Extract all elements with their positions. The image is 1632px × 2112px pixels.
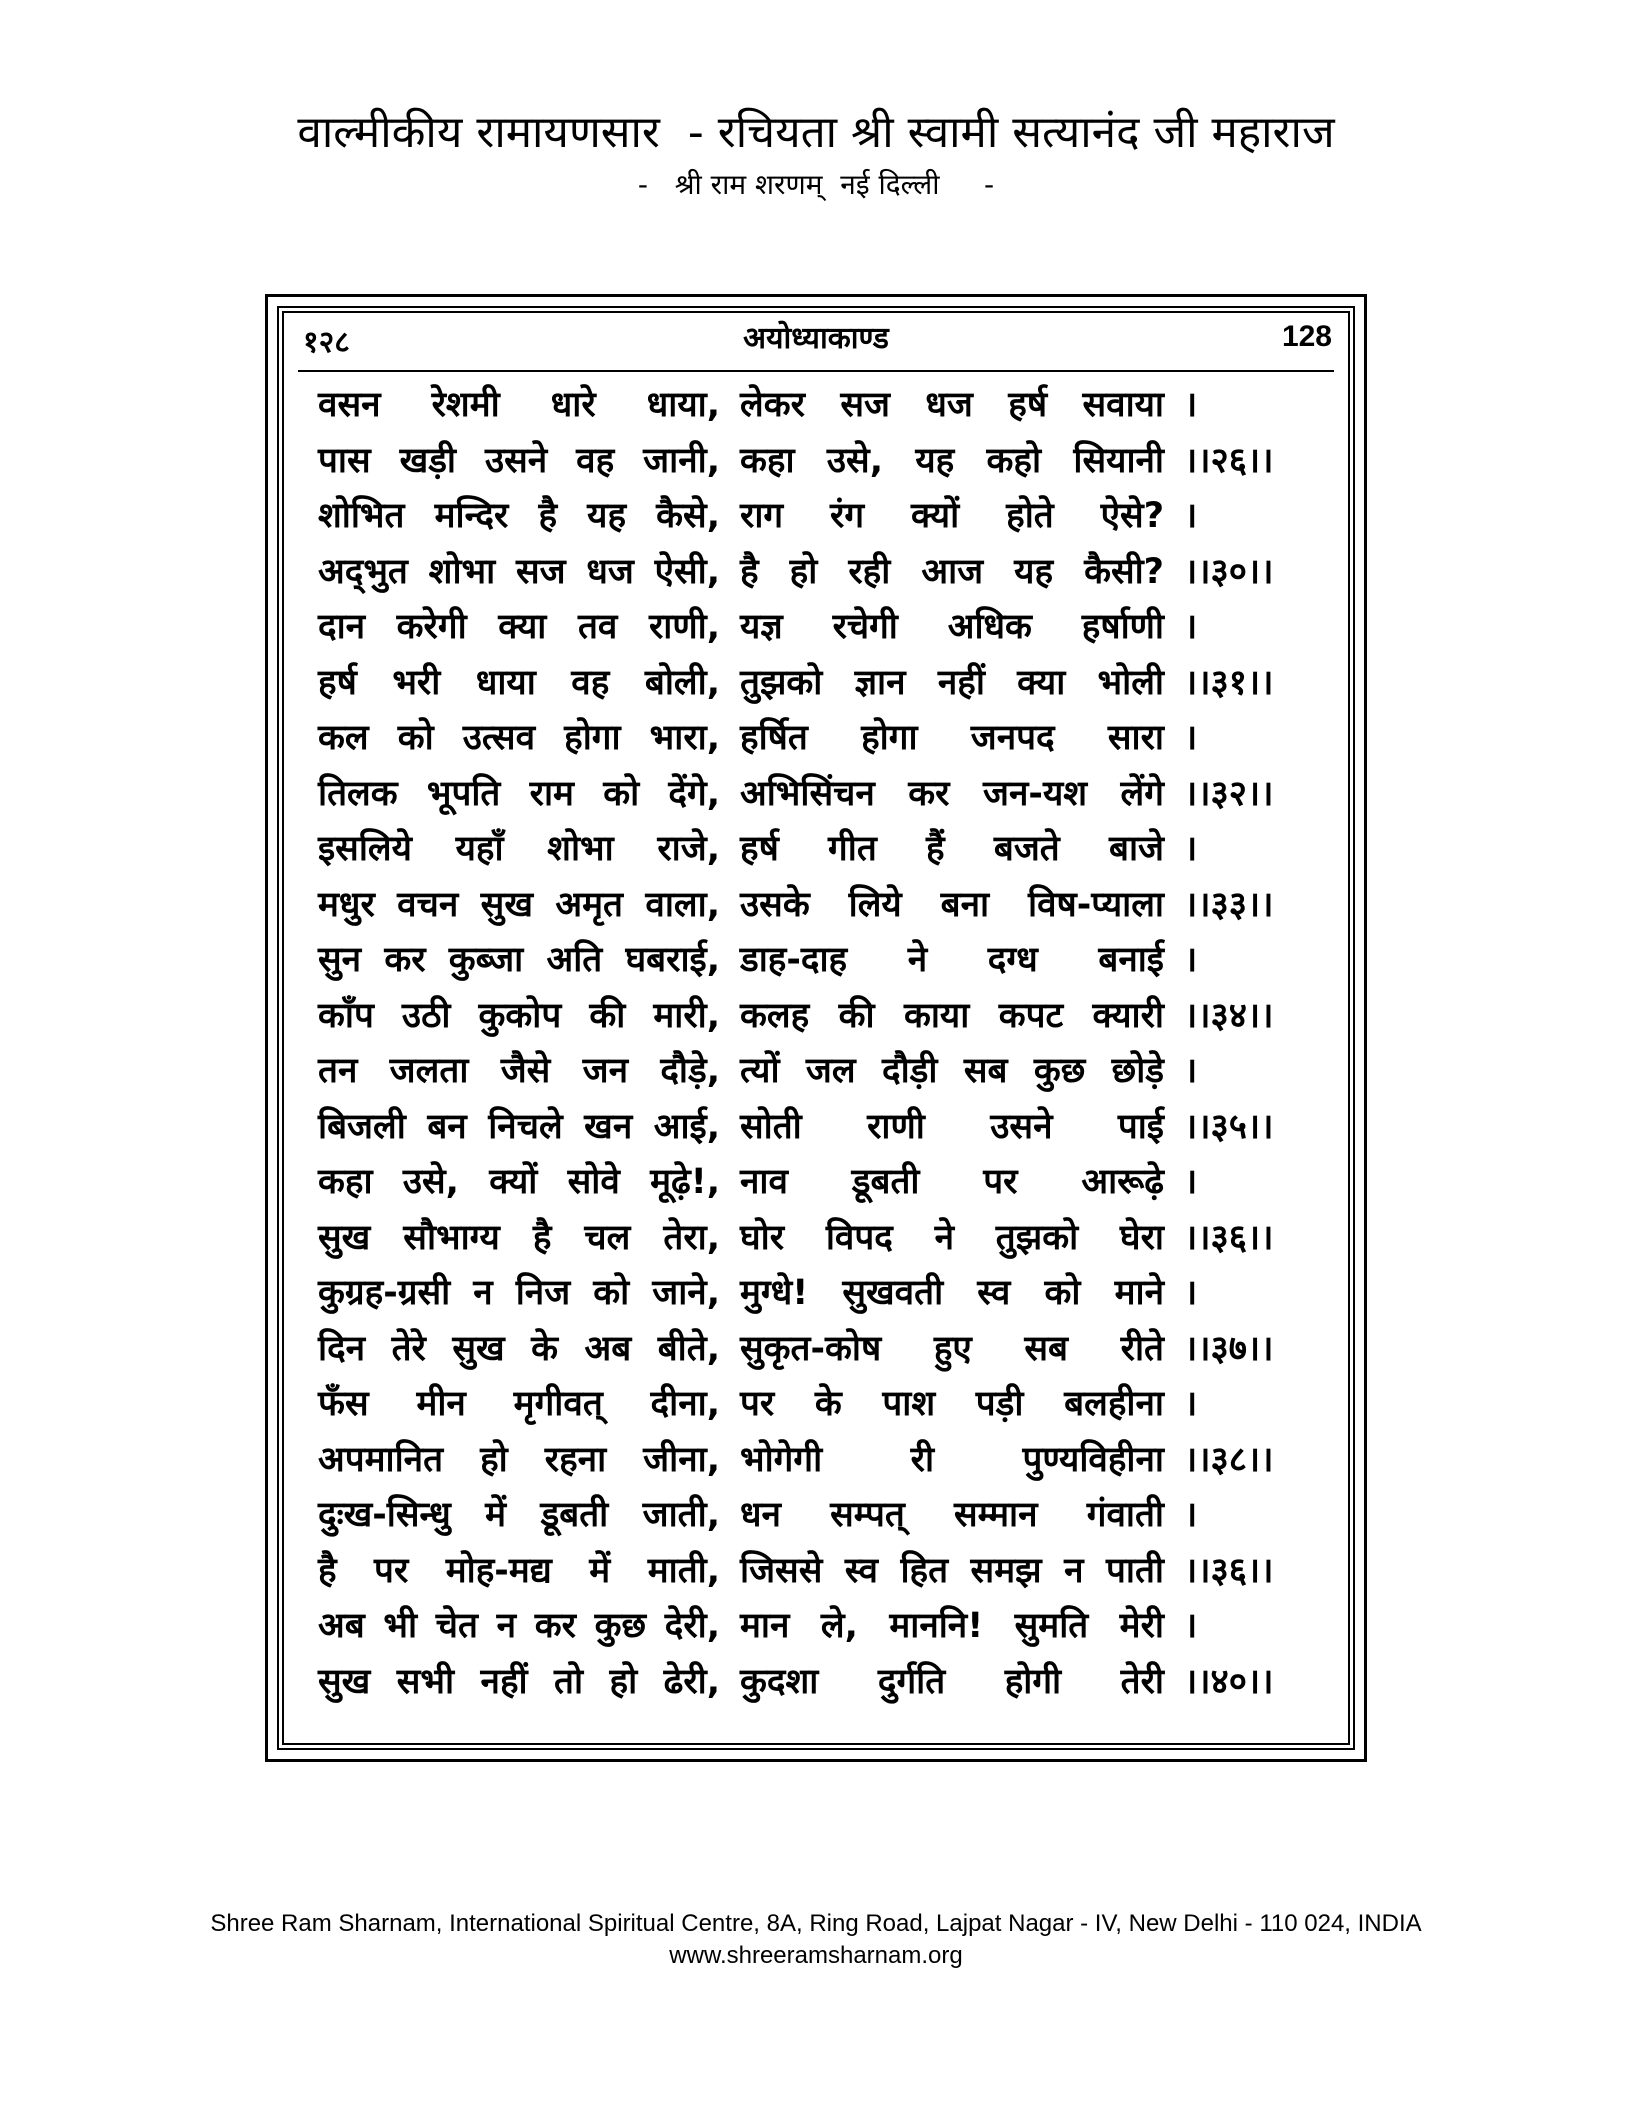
verse-second-half: है हो रही आज यह कैसी? [740, 551, 1164, 592]
verse-second-half: डाह-दाह ने दग्ध बनाई [740, 940, 1164, 980]
verse-first-half: दान करेगी क्या तव राणी, [318, 607, 720, 647]
verse-second-half: कहा उसे, यह कहो सियानी [740, 440, 1164, 481]
verse-second-half: मान ले, माननि! सुमति मेरी [740, 1606, 1164, 1646]
verse-first-half: सुन कर कुब्जा अति घबराई, [318, 940, 720, 980]
verse-first-half: तिलक भूपति राम को देंगे, [318, 773, 720, 814]
verse-row [318, 1100, 1318, 1156]
verse-first-half: अद्‌भुत शोभा सज धज ऐसी, [318, 551, 720, 592]
verse-number: । [1184, 718, 1198, 758]
verse-number: । [1184, 385, 1198, 425]
verse-first-half: मधुर वचन सुख अमृत वाला, [318, 884, 720, 925]
verse-row [318, 489, 1318, 545]
verse-second-half: त्यों जल दौड़ी सब कुछ छोड़े [740, 1051, 1164, 1091]
verse-second-half: कुदशा दुर्गति होगी तेरी [740, 1661, 1164, 1702]
verse-number: ।।३४।। [1184, 995, 1274, 1036]
verse-first-half: दुःख-सिन्धु में डूबती जाती, [318, 1495, 720, 1535]
verse-row [318, 1322, 1318, 1378]
verse-row [318, 989, 1318, 1045]
verse-second-half: हर्षित होगा जनपद सारा [740, 718, 1164, 758]
verse-row [318, 656, 1318, 712]
verse-first-half: शोभित मन्दिर है यह कैसे, [318, 496, 720, 536]
verse-row [318, 1155, 1318, 1211]
verse-first-half: बिजली बन निचले खन आई, [318, 1106, 720, 1147]
verse-number: ।।३२।। [1184, 773, 1274, 814]
verse-row [318, 1211, 1318, 1267]
verse-second-half: तुझको ज्ञान नहीं क्या भोली [740, 662, 1164, 703]
verse-number: । [1184, 1162, 1198, 1202]
verse-number: ।।३८।। [1184, 1439, 1274, 1480]
verse-row [318, 545, 1318, 601]
verse-first-half: हर्ष भरी धाया वह बोली, [318, 662, 720, 703]
verse-row [318, 1488, 1318, 1544]
verse-number: ।।३५।। [1184, 1106, 1274, 1147]
verse-first-half: काँप उठी कुकोप की मारी, [318, 995, 720, 1036]
verse-second-half: कलह की काया कपट क्यारी [740, 995, 1164, 1036]
verse-first-half: अपमानित हो रहना जीना, [318, 1439, 720, 1480]
verse-row [318, 1599, 1318, 1655]
verse-first-half: तन जलता जैसे जन दौड़े, [318, 1051, 720, 1091]
verse-row [318, 378, 1318, 434]
verse-second-half: धन सम्पत् सम्मान गंवाती [740, 1495, 1164, 1535]
verse-number: । [1184, 940, 1198, 980]
footer-website[interactable]: www.shreeramsharnam.org [669, 1942, 963, 1969]
verse-first-half: कुग्रह-ग्रसी न निज को जाने, [318, 1273, 720, 1313]
verse-second-half: भोगेगी री पुण्यविहीना [740, 1439, 1164, 1480]
verse-first-half: है पर मोह-मद्य में माती, [318, 1550, 720, 1591]
footer-address: Shree Ram Sharnam, International Spiritual Centre, 8A, Ring Road, Lajpat Nagar - IV, New Delhi - 110 024, INDIA [210, 1910, 1422, 1937]
header-divider [298, 370, 1334, 372]
verse-second-half: यज्ञ रचेगी अधिक हर्षाणी [740, 607, 1164, 647]
verse-second-half: राग रंग क्यों होते ऐसे? [740, 496, 1164, 536]
verse-row [318, 600, 1318, 656]
verse-row [318, 1544, 1318, 1600]
verse-number: ।।३३।। [1184, 884, 1274, 925]
verse-number: ।।३०।। [1184, 551, 1274, 592]
verse-number: ।।३१।। [1184, 662, 1274, 703]
verse-second-half: सोती राणी उसने पाई [740, 1106, 1164, 1147]
verse-number: । [1184, 829, 1198, 869]
verse-row [318, 434, 1318, 490]
verse-number: । [1184, 1606, 1198, 1646]
verse-first-half: कल को उत्सव होगा भारा, [318, 718, 720, 758]
verse-row [318, 1044, 1318, 1100]
verse-row [318, 1377, 1318, 1433]
verse-number: ।।२६।। [1184, 440, 1274, 481]
verse-second-half: सुकृत-कोष हुए सब रीते [740, 1328, 1164, 1369]
verse-number: । [1184, 1051, 1198, 1091]
verse-first-half: पास खड़ी उसने वह जानी, [318, 440, 720, 481]
page-number-devanagari: १२८ [303, 325, 350, 360]
verse-row [318, 822, 1318, 878]
verse-first-half: इसलिये यहाँ शोभा राजे, [318, 829, 720, 869]
verse-second-half: हर्ष गीत हैं बजते बाजे [740, 829, 1164, 869]
verse-first-half: कहा उसे, क्यों सोवे मूढ़े!, [318, 1162, 720, 1202]
verse-first-half: अब भी चेत न कर कुछ देरी, [318, 1606, 720, 1646]
section-title: अयोध्याकाण्ड [743, 321, 889, 356]
verse-second-half: उसके लिये बना विष-प्याला [740, 884, 1164, 925]
verse-number: । [1184, 496, 1198, 536]
verse-row [318, 1655, 1318, 1711]
verse-row [318, 878, 1318, 934]
page-number: 128 [1281, 320, 1332, 353]
verse-first-half: सुख सौभाग्य है चल तेरा, [318, 1217, 720, 1258]
verse-row [318, 1266, 1318, 1322]
verse-row [318, 711, 1318, 767]
verse-number: । [1184, 1273, 1198, 1313]
verse-first-half: दिन तेरे सुख के अब बीते, [318, 1328, 720, 1369]
verse-number: । [1184, 1384, 1198, 1424]
verse-second-half: अभिसिंचन कर जन-यश लेंगे [740, 773, 1164, 814]
verse-row [318, 767, 1318, 823]
verse-number: ।।३७।। [1184, 1328, 1274, 1369]
verse-number: ।।३६।। [1184, 1217, 1274, 1258]
verse-list [318, 378, 1318, 1710]
verse-second-half: जिससे स्व हित समझ न पाती [740, 1550, 1164, 1591]
verse-second-half: मुग्धे! सुखवती स्व को माने [740, 1273, 1164, 1313]
verse-first-half: सुख सभी नहीं तो हो ढेरी, [318, 1661, 720, 1702]
verse-number: । [1184, 607, 1198, 647]
verse-number: ।।३६।। [1184, 1550, 1274, 1591]
document-subtitle: - श्री राम शरणम् नई दिल्ली - [637, 168, 995, 201]
verse-second-half: घोर विपद ने तुझको घेरा [740, 1217, 1164, 1258]
verse-second-half: लेकर सज धज हर्ष सवाया [740, 385, 1164, 425]
verse-row [318, 933, 1318, 989]
verse-second-half: पर के पाश पड़ी बलहीना [740, 1384, 1164, 1424]
verse-first-half: वसन रेशमी धारे धाया, [318, 385, 720, 425]
verse-number: । [1184, 1495, 1198, 1535]
verse-second-half: नाव डूबती पर आरूढ़े [740, 1162, 1164, 1202]
verse-row [318, 1433, 1318, 1489]
verse-number: ।।४०।। [1184, 1661, 1274, 1702]
verse-first-half: फँस मीन मृगीवत् दीना, [318, 1384, 720, 1424]
document-title: वाल्मीकीय रामायणसार - रचियता श्री स्वामी सत्यानंद जी महाराज [297, 107, 1335, 158]
